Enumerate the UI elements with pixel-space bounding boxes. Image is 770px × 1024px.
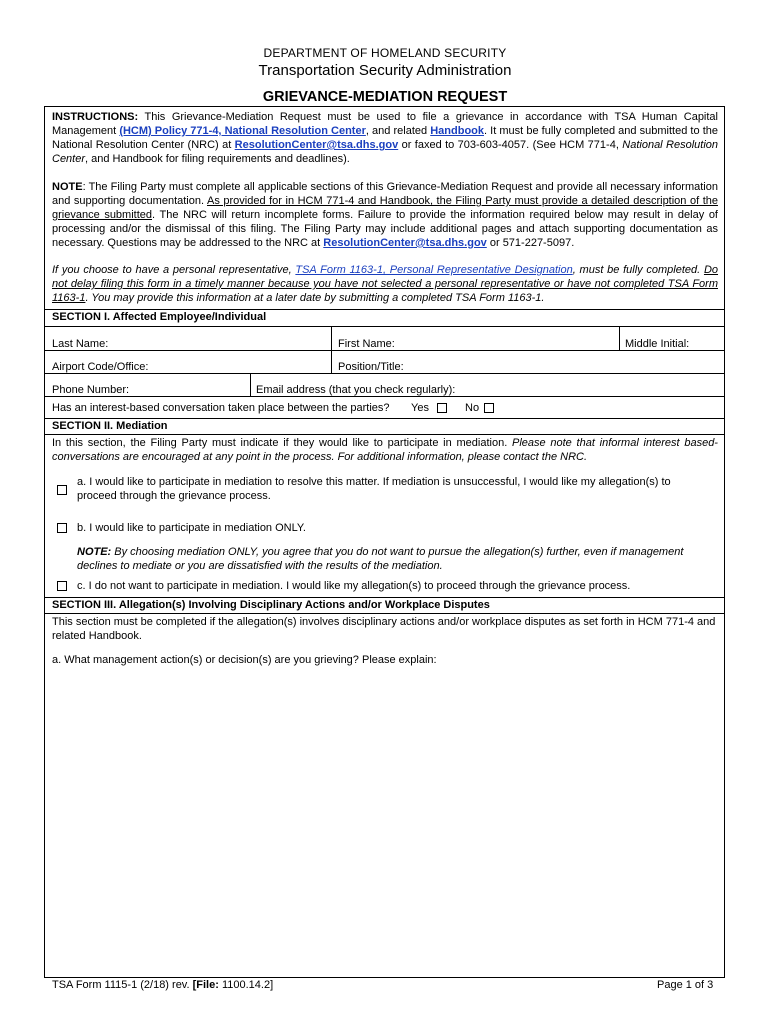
position-title-label: Position/Title:	[338, 361, 404, 373]
rep-text-2: , must be fully completed.	[572, 264, 704, 276]
form-body	[44, 106, 725, 978]
note-underlined: As provided for in HCM 771-4 and Handbook, the Filing Party must provide a detailed description of the grievance submitted	[52, 195, 718, 221]
instructions-text-3: . It must be fully completed and submitted to the National Resolution Center (NRC) at	[52, 125, 718, 151]
handbook-link[interactable]: Handbook	[430, 125, 485, 137]
option-b-checkbox[interactable]	[57, 523, 67, 533]
page-number: Page 1 of 3	[657, 979, 714, 991]
section-2-intro-italic: Please note that informal interest based-conversations are encouraged at any point in the process. For additional information, please contact the NRC.	[52, 437, 718, 463]
section-3-heading: SECTION III. Allegation(s) Involving Disciplinary Actions and/or Workplace Disputes	[45, 599, 724, 611]
yes-label: Yes	[411, 402, 429, 414]
instructions-label: INSTRUCTIONS:	[52, 111, 139, 123]
option-a-label: a. I would like to participate in mediation to resolve this matter. If mediation is unsuccessful, I would like my allegation(s) to proceed through the grievance process.	[77, 476, 671, 502]
mediation-note-label: NOTE:	[77, 546, 112, 558]
instructions-text-5: , and Handbook for filing requirements and deadlines).	[85, 153, 350, 165]
section-2-intro	[52, 436, 718, 464]
option-b-label: b. I would like to participate in mediation ONLY.	[77, 522, 306, 534]
nrc-email-link[interactable]: ResolutionCenter@tsa.dhs.gov	[234, 139, 399, 151]
section-1-heading: SECTION I. Affected Employee/Individual	[45, 311, 724, 323]
interest-question: Has an interest-based conversation taken place between the parties?	[52, 402, 390, 414]
agency-heading: Transportation Security Administration	[258, 62, 512, 79]
instructions-paragraph	[52, 110, 718, 166]
grievance-explanation-area[interactable]	[47, 669, 722, 974]
form-id-footer: TSA Form 1115-1 (2/18) rev. [File: 1100.14.2]	[52, 979, 274, 991]
first-name-label: First Name:	[338, 338, 395, 350]
form-title: GRIEVANCE-MEDIATION REQUEST	[262, 89, 508, 105]
hcm-policy-link[interactable]: (HCM) Policy 771-4, National Resolution Center	[119, 125, 366, 137]
option-c-checkbox[interactable]	[57, 581, 67, 591]
no-label: No	[465, 402, 480, 414]
section-2-intro-text: In this section, the Filing Party must indicate if they would like to participate in mediation.	[52, 437, 512, 449]
instructions-text-4: or faxed to 703-603-4057. (See HCM 771-4,	[398, 139, 623, 151]
note-paragraph	[52, 180, 718, 250]
mediation-note-text: By choosing mediation ONLY, you agree that you do not want to pursue the allegation(s) further, even if management declines to mediate or you are dissatisfied with the results of the mediation.	[77, 546, 684, 572]
note-text-1: : The Filing Party must complete all applicable sections of this Grievance-Mediation Request and provide all necessary information and supporting documentation.	[52, 181, 718, 207]
mediation-note	[77, 545, 687, 573]
no-checkbox[interactable]	[484, 403, 494, 413]
yes-checkbox[interactable]	[437, 403, 447, 413]
note-text-2: . The NRC will return incomplete forms. Failure to provide the information required below may result in delay of processing and/or the dismissal of this filing. The Filing Party may include additional pages and attach supporting documentation as necessary. Questions may be addressed to the NRC at	[52, 209, 718, 249]
tsa-form-1163-link[interactable]: TSA Form 1163-1, Personal Representative Designation	[295, 264, 573, 276]
airport-office-label: Airport Code/Office:	[52, 361, 149, 373]
email-address-label: Email address (that you check regularly):	[256, 384, 456, 396]
rep-text-3: . You may provide this information at a later date by submitting a completed TSA Form 1163-1.	[85, 292, 545, 304]
question-a-label: a. What management action(s) or decision(s) are you grieving? Please explain:	[52, 654, 437, 666]
rep-text-1: If you choose to have a personal representative,	[52, 264, 296, 276]
instructions-text-2: , and related	[365, 125, 431, 137]
section-3-intro: This section must be completed if the allegation(s) involves disciplinary actions and/or workplace disputes as set forth in HCM 771-4 and related Handbook.	[52, 616, 716, 642]
section-2-heading: SECTION II. Mediation	[45, 420, 724, 432]
nrc-email-link-2[interactable]: ResolutionCenter@tsa.dhs.gov	[323, 237, 487, 249]
phone-number-label: Phone Number:	[52, 384, 130, 396]
middle-initial-label: Middle Initial:	[625, 338, 690, 350]
instructions-text-1: This Grievance-Mediation Request must be used to file a grievance in accordance with TSA Human Capital Management	[52, 111, 718, 137]
instructions-italic: National Resolution Center	[52, 139, 718, 165]
option-c-label: c. I do not want to participate in mediation. I would like my allegation(s) to proceed through the grievance process.	[77, 580, 631, 592]
note-label: NOTE	[52, 181, 83, 193]
last-name-label: Last Name:	[52, 338, 109, 350]
note-text-3: or 571-227-5097.	[486, 237, 575, 249]
representative-paragraph	[52, 263, 718, 305]
option-a-checkbox[interactable]	[57, 485, 67, 495]
rep-underlined: Do not delay filing this form in a timely manner because you have not selected a personal representative or have not completed TSA Form 1163-1	[52, 264, 719, 304]
department-heading: DEPARTMENT OF HOMELAND SECURITY	[263, 46, 507, 60]
